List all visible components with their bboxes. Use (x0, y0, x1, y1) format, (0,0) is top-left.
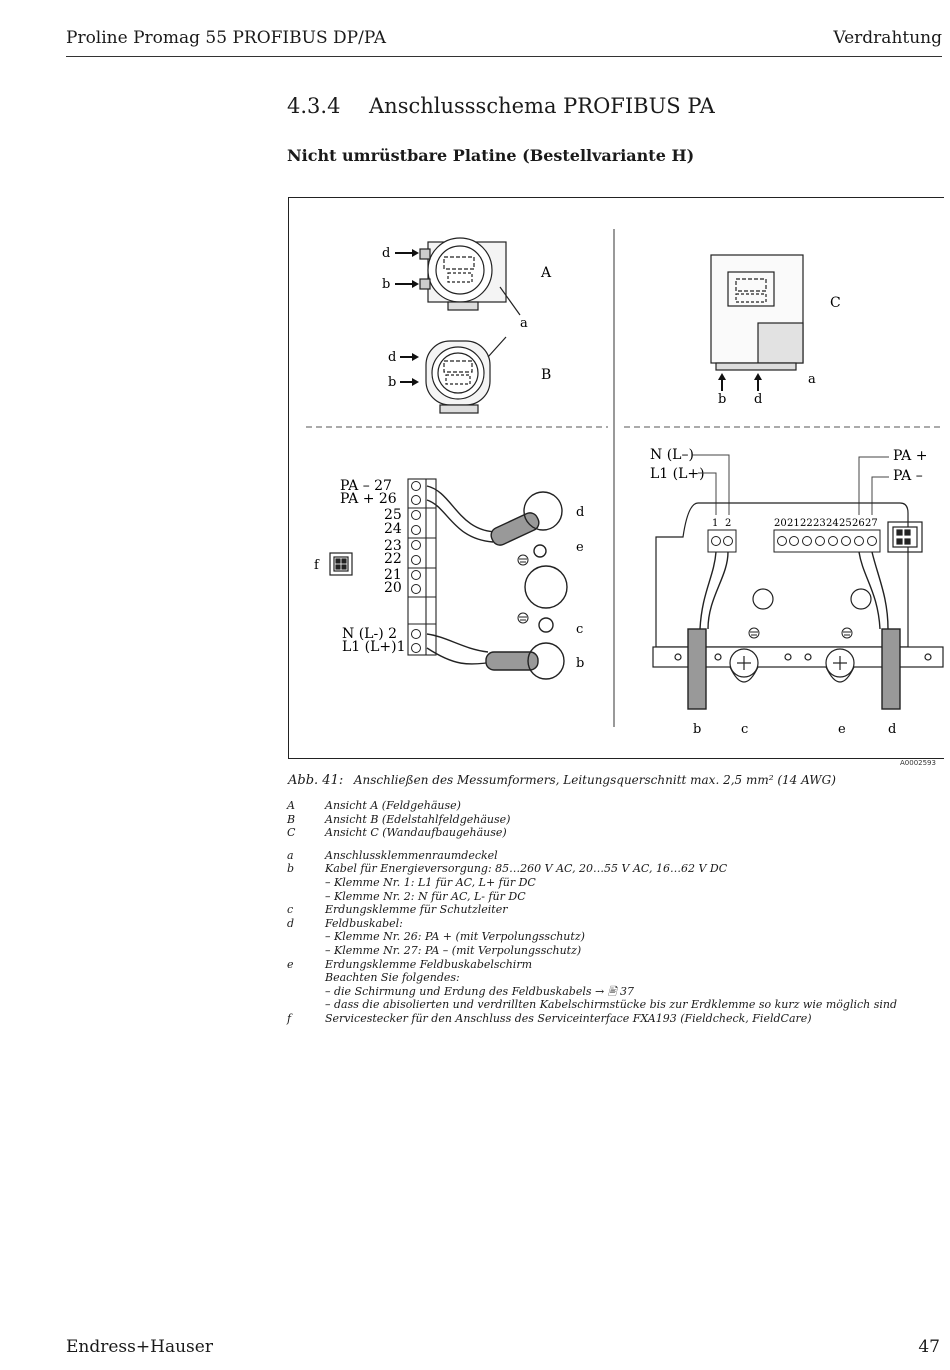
caption-label: Abb. 41: (288, 773, 344, 788)
label-pa-minus-right: PA – (893, 468, 923, 484)
label-c-left: c (576, 622, 584, 637)
header-rule (66, 56, 942, 57)
power-cable-left (427, 566, 567, 679)
legend-item: a Anschlussklemmenraumdeckel (287, 848, 498, 862)
legend-subitem: – Klemme Nr. 26: PA + (mit Verpolungsschutz) (325, 930, 585, 944)
legend-item: c Erdungsklemme für Schutzleiter (287, 903, 508, 917)
housing-view-c (711, 255, 803, 370)
wiring-diagram (288, 197, 944, 760)
section-number: 4.3.4 (287, 94, 341, 118)
header-title: Proline Promag 55 PROFIBUS DP/PA (66, 28, 386, 48)
label-d-left: d (576, 505, 585, 520)
terminal-numbers-right (712, 518, 878, 529)
label-a-view-c: a (808, 372, 816, 387)
terminal-label-20: 20 (384, 580, 402, 596)
terminal-number: 26 (852, 518, 865, 529)
terminal-label-25: 25 (384, 507, 402, 523)
terminal-label-24: 24 (384, 521, 402, 537)
legend-item: C Ansicht C (Wandaufbaugehäuse) (287, 826, 507, 840)
leader-lines-right (693, 455, 889, 515)
label-e-left: e (576, 540, 584, 555)
legend-item: B Ansicht B (Edelstahlfeldgehäuse) (287, 812, 511, 826)
terminal-number: 23 (813, 518, 826, 529)
terminal-number: 22 (800, 518, 813, 529)
terminal-number: 25 (839, 518, 852, 529)
housing-view-b (426, 337, 506, 413)
label-c-right: c (741, 722, 749, 737)
label-view-b: B (541, 367, 552, 383)
arrow-b-c-icon (718, 373, 726, 391)
arrow-b-b-icon (400, 378, 419, 386)
legend-subitem: – dass die abisolierten und verdrillten Kabelschirmstücke bis zur Erdklemme so kurz wie möglich sind (325, 998, 898, 1012)
ground-icon (842, 628, 852, 638)
legend-item: d Feldbuskabel: (287, 916, 403, 930)
label-b-left: b (576, 656, 585, 671)
terminal-number: 1 (712, 518, 719, 529)
terminal-label-22: 22 (384, 551, 402, 567)
label-pa-plus-right: PA + (893, 448, 928, 464)
figure-code: A0002593 (900, 759, 936, 767)
label-d-right: d (888, 722, 897, 737)
terminal-number: 2 (725, 518, 732, 529)
figure-legend (287, 799, 897, 1026)
housing-view-a (420, 238, 520, 315)
terminal-label-21: 21 (384, 567, 402, 583)
legend-subitem: – die Schirmung und Erdung des Feldbuskabels → 🖹 37 (325, 984, 635, 998)
ground-icon (518, 555, 528, 565)
terminal-label-23: 23 (384, 538, 402, 554)
footer-brand: Endress+Hauser (66, 1337, 213, 1357)
cables-right (688, 552, 900, 709)
label-b-view-a: b (382, 277, 391, 292)
legend-item: A Ansicht A (Feldgehäuse) (287, 799, 461, 812)
label-d-view-a: d (382, 246, 391, 261)
label-d-view-b: d (388, 350, 397, 365)
label-e-right: e (838, 722, 846, 737)
figure-caption (288, 773, 836, 788)
subheading: Nicht umrüstbare Platine (Bestellvariante H) (287, 146, 695, 165)
arrow-d-icon (395, 249, 419, 257)
terminal-label-l1: L1 (L+)1 (342, 639, 406, 655)
legend-item: f Servicestecker für den Anschluss des Serviceinterface FXA193 (Fieldcheck, FieldCare) (287, 1011, 812, 1025)
arrow-d-b-icon (400, 353, 419, 361)
service-connector-icon (330, 553, 352, 575)
legend-item: b Kabel für Energieversorgung: 85…260 V AC, 20…55 V AC, 16…62 V DC (287, 862, 728, 876)
legend-subitem: Beachten Sie folgendes: (325, 971, 460, 985)
header-chapter: Verdrahtung (833, 28, 942, 48)
legend-item: e Erdungsklemme Feldbuskabelschirm (287, 957, 533, 971)
label-b-right: b (693, 722, 702, 737)
terminal-strip-right (708, 530, 880, 552)
label-f: f (314, 558, 319, 573)
legend-subitem: – Klemme Nr. 27: PA – (mit Verpolungsschutz) (325, 943, 582, 957)
label-l1-right: L1 (L+) (650, 466, 705, 482)
label-view-a: A (541, 265, 552, 281)
fieldbus-cable-left (427, 486, 562, 557)
legend-subitem: – Klemme Nr. 1: L1 für AC, L+ für DC (325, 875, 536, 889)
label-n-right: N (L–) (650, 447, 694, 463)
terminal-number: 20 (774, 518, 787, 529)
terminal-number: 21 (787, 518, 800, 529)
label-a-view-a: a (520, 316, 528, 331)
label-d-view-c: d (754, 392, 763, 407)
page-number: 47 (918, 1337, 940, 1357)
arrow-b-icon (395, 280, 419, 288)
caption-text: Anschließen des Messumformers, Leitungsquerschnitt max. 2,5 mm² (14 AWG) (353, 773, 836, 787)
legend-subitem: – Klemme Nr. 2: N für AC, L- für DC (325, 889, 526, 903)
ground-icon (749, 628, 759, 638)
label-view-c: C (830, 295, 841, 311)
terminal-number: 27 (865, 518, 878, 529)
label-b-view-b: b (388, 375, 397, 390)
label-b-view-c: b (718, 392, 727, 407)
terminal-number: 24 (826, 518, 839, 529)
ground-icon (518, 613, 528, 623)
section-title: Anschlussschema PROFIBUS PA (369, 94, 715, 118)
terminal-label-n: N (L-) 2 (342, 626, 398, 642)
terminal-label-26: PA + 26 (340, 491, 397, 507)
terminal-label-27: PA – 27 (340, 478, 392, 494)
terminal-block-left (408, 479, 436, 655)
arrow-d-c-icon (754, 373, 762, 391)
